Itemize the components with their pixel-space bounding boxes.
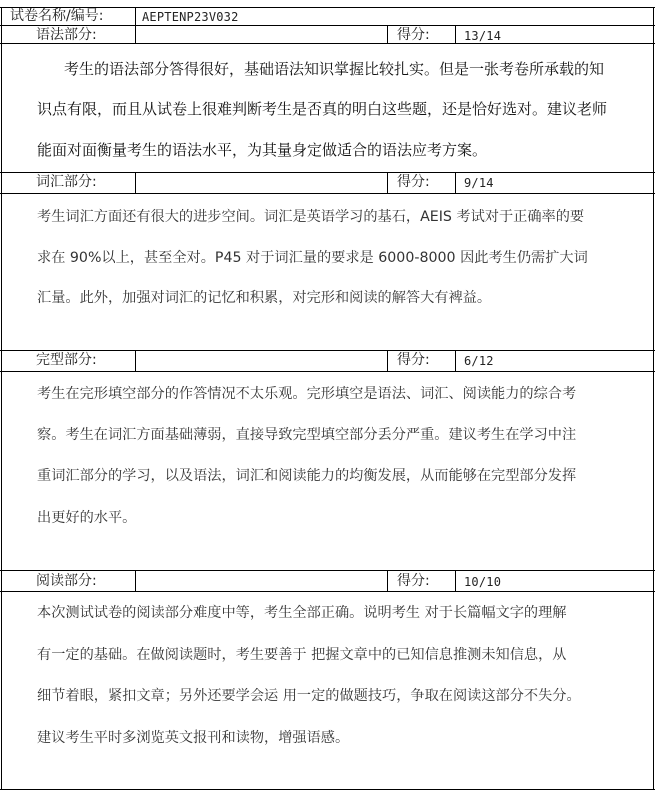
cloze-comment-line: 考生在完形填空部分的作答情况不太乐观。完形填空是语法、词汇、阅读能力的综合考: [37, 386, 577, 402]
reading-section-label: 阅读部分:: [36, 573, 97, 589]
rule-right: [653, 7, 654, 790]
reading-comment-line: 本次测试试卷的阅读部分难度中等，考生全部正确。说明考生 对于长篇幅文字的理解: [37, 605, 567, 621]
rule-after-vocab-label: [0, 193, 655, 194]
grammar-score-value: 13/14: [464, 29, 502, 43]
rule-after-grammar-label: [0, 43, 655, 44]
rule-reading-value-divider: [455, 570, 456, 592]
grammar-score-label: 得分:: [397, 27, 430, 43]
rule-after-cloze-text: [0, 570, 655, 571]
rule-cloze-value-divider: [455, 350, 456, 372]
rule-after-reading-label: [0, 591, 655, 592]
rule-reading-score-divider: [387, 570, 388, 592]
grammar-comment-line: 能面对面衡量考生的语法水平，为其量身定做适合的语法应考方案。: [37, 141, 488, 159]
exam-code-value: AEPTENP23V032: [142, 10, 239, 24]
rule-vocab-score-divider: [387, 172, 388, 194]
rule-vocab-label-divider: [135, 172, 136, 194]
rule-cloze-label-divider: [135, 350, 136, 372]
exam-name-label: 试卷名称/编号:: [10, 8, 104, 24]
rule-after-cloze-label: [0, 371, 655, 372]
rule-vocab-value-divider: [455, 172, 456, 194]
cloze-comment-line: 出更好的水平。: [37, 510, 137, 526]
rule-header-divider: [135, 7, 136, 26]
rule-after-vocab-text: [0, 350, 655, 351]
cloze-score-label: 得分:: [397, 352, 430, 368]
rule-reading-label-divider: [135, 570, 136, 592]
reading-comment-line: 细节着眼，紧扣文章；另外还要学会运 用一定的做题技巧，争取在阅读这部分不失分。: [37, 688, 581, 704]
reading-score-label: 得分:: [397, 573, 430, 589]
vocabulary-score-label: 得分:: [397, 174, 430, 190]
rule-grammar-label-divider: [135, 25, 136, 44]
cloze-comment-line: 重词汇部分的学习，以及语法，词汇和阅读能力的均衡发展，从而能够在完型部分发挥: [37, 468, 577, 484]
vocabulary-section-label: 词汇部分:: [36, 174, 97, 190]
rule-left: [1, 7, 2, 790]
cloze-comment-line: 察。考生在词汇方面基础薄弱，直接导致完型填空部分丢分严重。建议考生在学习中注: [37, 427, 577, 443]
vocabulary-comment-line: 考生词汇方面还有很大的进步空间。词汇是英语学习的基石，AEIS 考试对于正确率的要: [37, 209, 585, 225]
vocabulary-comment-line: 求在 90%以上，甚至全对。P45 对于词汇量的要求是 6000-8000 因此考生仍需扩大词: [37, 250, 588, 266]
reading-comment-line: 建议考生平时多浏览英文报刊和读物，增强语感。: [37, 730, 350, 746]
reading-comment-line: 有一定的基础。在做阅读题时，考生要善于 把握文章中的已知信息推测未知信息，从: [37, 647, 567, 663]
rule-grammar-value-divider: [455, 25, 456, 44]
rule-after-grammar-text: [0, 172, 655, 173]
rule-bottom: [0, 789, 655, 790]
vocabulary-comment-line: 汇量。此外，加强对词汇的记忆和积累，对完形和阅读的解答大有裨益。: [37, 290, 492, 306]
cloze-score-value: 6/12: [464, 354, 494, 368]
cloze-section-label: 完型部分:: [36, 352, 97, 368]
rule-grammar-score-divider: [387, 25, 388, 44]
vocabulary-score-value: 9/14: [464, 176, 494, 190]
grammar-section-label: 语法部分:: [36, 27, 97, 43]
grammar-comment-line: 考生的语法部分答得很好，基础语法知识掌握比较扎实。但是一张考卷所承载的知: [64, 60, 605, 78]
reading-score-value: 10/10: [464, 575, 502, 589]
rule-after-header: [0, 25, 655, 26]
rule-cloze-score-divider: [387, 350, 388, 372]
grammar-comment-line: 识点有限，而且从试卷上很难判断考生是否真的明白这些题，还是恰好选对。建议老师: [37, 100, 608, 118]
